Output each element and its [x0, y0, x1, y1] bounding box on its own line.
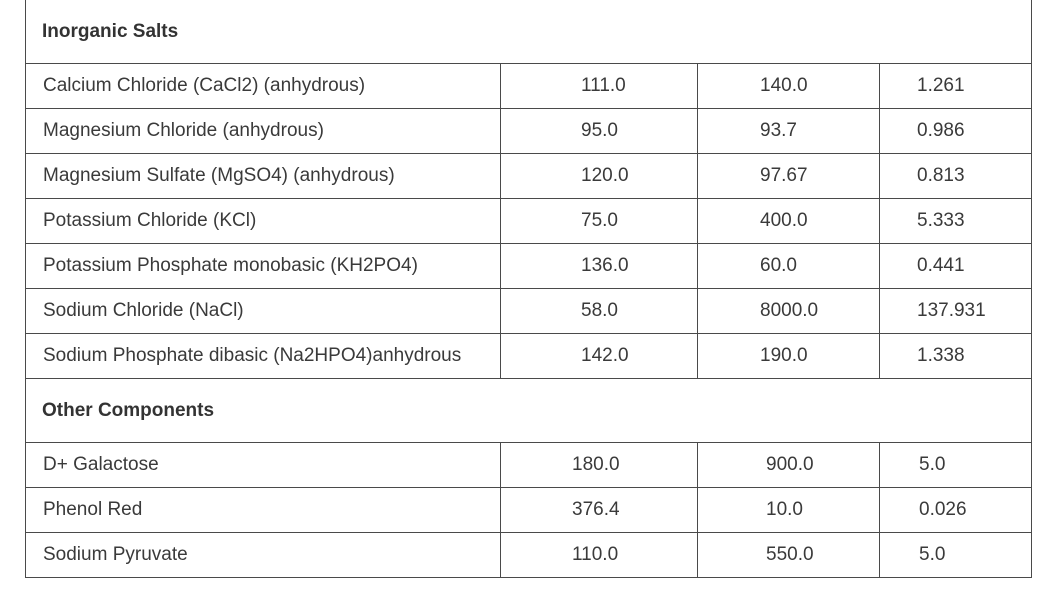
- molecular-weight: 110.0: [501, 532, 698, 577]
- molecular-weight: 180.0: [501, 442, 698, 487]
- section-header-row: [26, 0, 1032, 63]
- component-name: D+ Galactose: [26, 442, 501, 487]
- concentration-mg-l: 10.0: [698, 487, 880, 532]
- component-name: Sodium Phosphate dibasic (Na2HPO4)anhydrous: [26, 333, 501, 378]
- concentration-mm: 5.333: [880, 198, 1032, 243]
- table-row: [26, 243, 1032, 288]
- concentration-mg-l: 93.7: [698, 108, 880, 153]
- table-row: [26, 63, 1032, 108]
- concentration-mm: 5.0: [880, 532, 1032, 577]
- section-title: Other Components: [26, 378, 1032, 442]
- concentration-mm: 0.986: [880, 108, 1032, 153]
- concentration-mm: 137.931: [880, 288, 1032, 333]
- molecular-weight: 58.0: [501, 288, 698, 333]
- concentration-mg-l: 190.0: [698, 333, 880, 378]
- component-name: Calcium Chloride (CaCl2) (anhydrous): [26, 63, 501, 108]
- concentration-mm: 5.0: [880, 442, 1032, 487]
- concentration-mm: 0.026: [880, 487, 1032, 532]
- molecular-weight: 136.0: [501, 243, 698, 288]
- component-name: Magnesium Sulfate (MgSO4) (anhydrous): [26, 153, 501, 198]
- component-name: Sodium Chloride (NaCl): [26, 288, 501, 333]
- concentration-mg-l: 400.0: [698, 198, 880, 243]
- molecular-weight: 75.0: [501, 198, 698, 243]
- molecular-weight: 376.4: [501, 487, 698, 532]
- component-name: Potassium Chloride (KCl): [26, 198, 501, 243]
- table-row: [26, 442, 1032, 487]
- concentration-mg-l: 140.0: [698, 63, 880, 108]
- table-row: [26, 153, 1032, 198]
- component-name: Potassium Phosphate monobasic (KH2PO4): [26, 243, 501, 288]
- concentration-mm: 1.338: [880, 333, 1032, 378]
- concentration-mg-l: 60.0: [698, 243, 880, 288]
- table-row: [26, 198, 1032, 243]
- component-name: Phenol Red: [26, 487, 501, 532]
- concentration-mm: 1.261: [880, 63, 1032, 108]
- molecular-weight: 95.0: [501, 108, 698, 153]
- concentration-mg-l: 550.0: [698, 532, 880, 577]
- components-table: [25, 0, 1032, 578]
- section-title: Inorganic Salts: [26, 0, 1032, 63]
- component-name: Magnesium Chloride (anhydrous): [26, 108, 501, 153]
- table-row: [26, 333, 1032, 378]
- concentration-mg-l: 97.67: [698, 153, 880, 198]
- molecular-weight: 142.0: [501, 333, 698, 378]
- concentration-mm: 0.441: [880, 243, 1032, 288]
- molecular-weight: 111.0: [501, 63, 698, 108]
- table-row: [26, 532, 1032, 577]
- concentration-mg-l: 900.0: [698, 442, 880, 487]
- table-row: [26, 288, 1032, 333]
- table-row: [26, 108, 1032, 153]
- section-header-row: [26, 378, 1032, 442]
- concentration-mg-l: 8000.0: [698, 288, 880, 333]
- component-name: Sodium Pyruvate: [26, 532, 501, 577]
- table-row: [26, 487, 1032, 532]
- concentration-mm: 0.813: [880, 153, 1032, 198]
- molecular-weight: 120.0: [501, 153, 698, 198]
